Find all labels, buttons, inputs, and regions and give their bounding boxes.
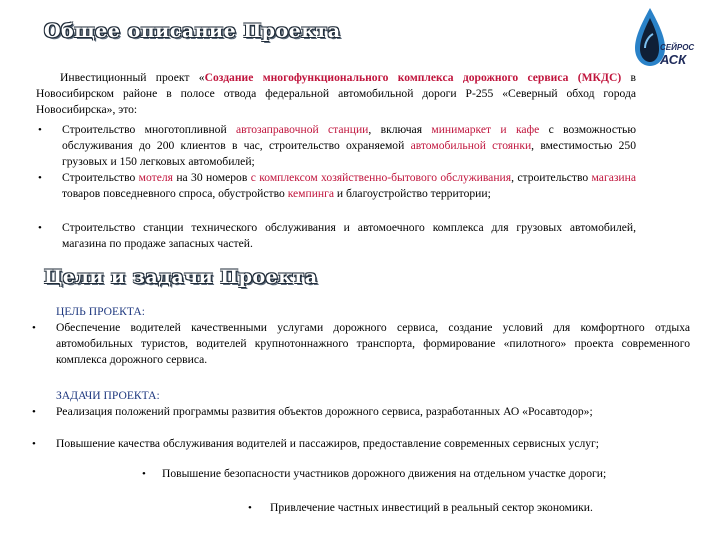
bullet-marker: • <box>38 222 42 234</box>
project-bullet-fuel-station: Строительство многотопливной автозаправочной станции, включая минимаркет и кафе с возможностью обслуживания до 200 клиентов в час, строительство охраняемой автомобильной стоянки, вместимостью 250 грузовых и 150 легковых автомобилей; <box>62 123 637 168</box>
bullet-marker: • <box>38 172 42 184</box>
logo-text-bottom: АСК <box>660 52 687 67</box>
project-name: Создание многофункционального комплекса дорожного сервиса (МКДС) <box>204 71 622 84</box>
bullet-marker: • <box>32 406 36 418</box>
task-item: Реализация положений программы развития объектов дорожного сервиса, разработанных АО «Росавтодор»; <box>56 405 593 418</box>
intro-paragraph: Инвестиционный проект «Создание многофункционального комплекса дорожного сервиса (МКДС) в Новосибирском районе в полосе отвода федеральной автомобильной дороги Р-255 «Северный обход города Новосибирска», это: <box>36 71 637 116</box>
goals-title: Цели и задачи Проекта <box>44 266 318 288</box>
project-bullet-motel: Строительство мотеля на 30 номеров с комплексом хозяйственно-бытового обслуживания, строительство магазина товаров повседневного спроса, обустройство кемпинга и благоустройство территории; <box>62 171 636 200</box>
company-logo <box>630 4 712 74</box>
task-item: Привлечение частных инвестиций в реальный сектор экономики. <box>270 501 593 514</box>
bullet-marker: • <box>32 322 36 334</box>
task-item: Повышение качества обслуживания водителей и пассажиров, предоставление современных сервисных услуг; <box>56 437 600 450</box>
tasks-label: ЗАДАЧИ ПРОЕКТА: <box>56 389 160 402</box>
bullet-marker: • <box>142 468 146 480</box>
page-title: Общее описание Проекта <box>44 20 341 42</box>
task-item: Повышение безопасности участников дорожного движения на отдельном участке дороги; <box>162 467 607 480</box>
logo-text-top: СЕЙРОС <box>660 43 695 52</box>
bullet-marker: • <box>248 502 252 514</box>
bullet-marker: • <box>38 124 42 136</box>
goal-label: ЦЕЛЬ ПРОЕКТА: <box>56 305 145 318</box>
project-bullet-service-station: Строительство станции технического обслуживания и автомоечного комплекса для грузовых автомобилей, магазина по продаже запасных частей. <box>62 221 636 250</box>
goal-text: Обеспечение водителей качественными услугами дорожного сервиса, создание условий для комфортного отдыха автомобильных туристов, водителей крупнотоннажного транспорта, формирование «пилотного» проекта современного комплекса дорожного сервиса. <box>56 321 690 366</box>
bullet-marker: • <box>32 438 36 450</box>
